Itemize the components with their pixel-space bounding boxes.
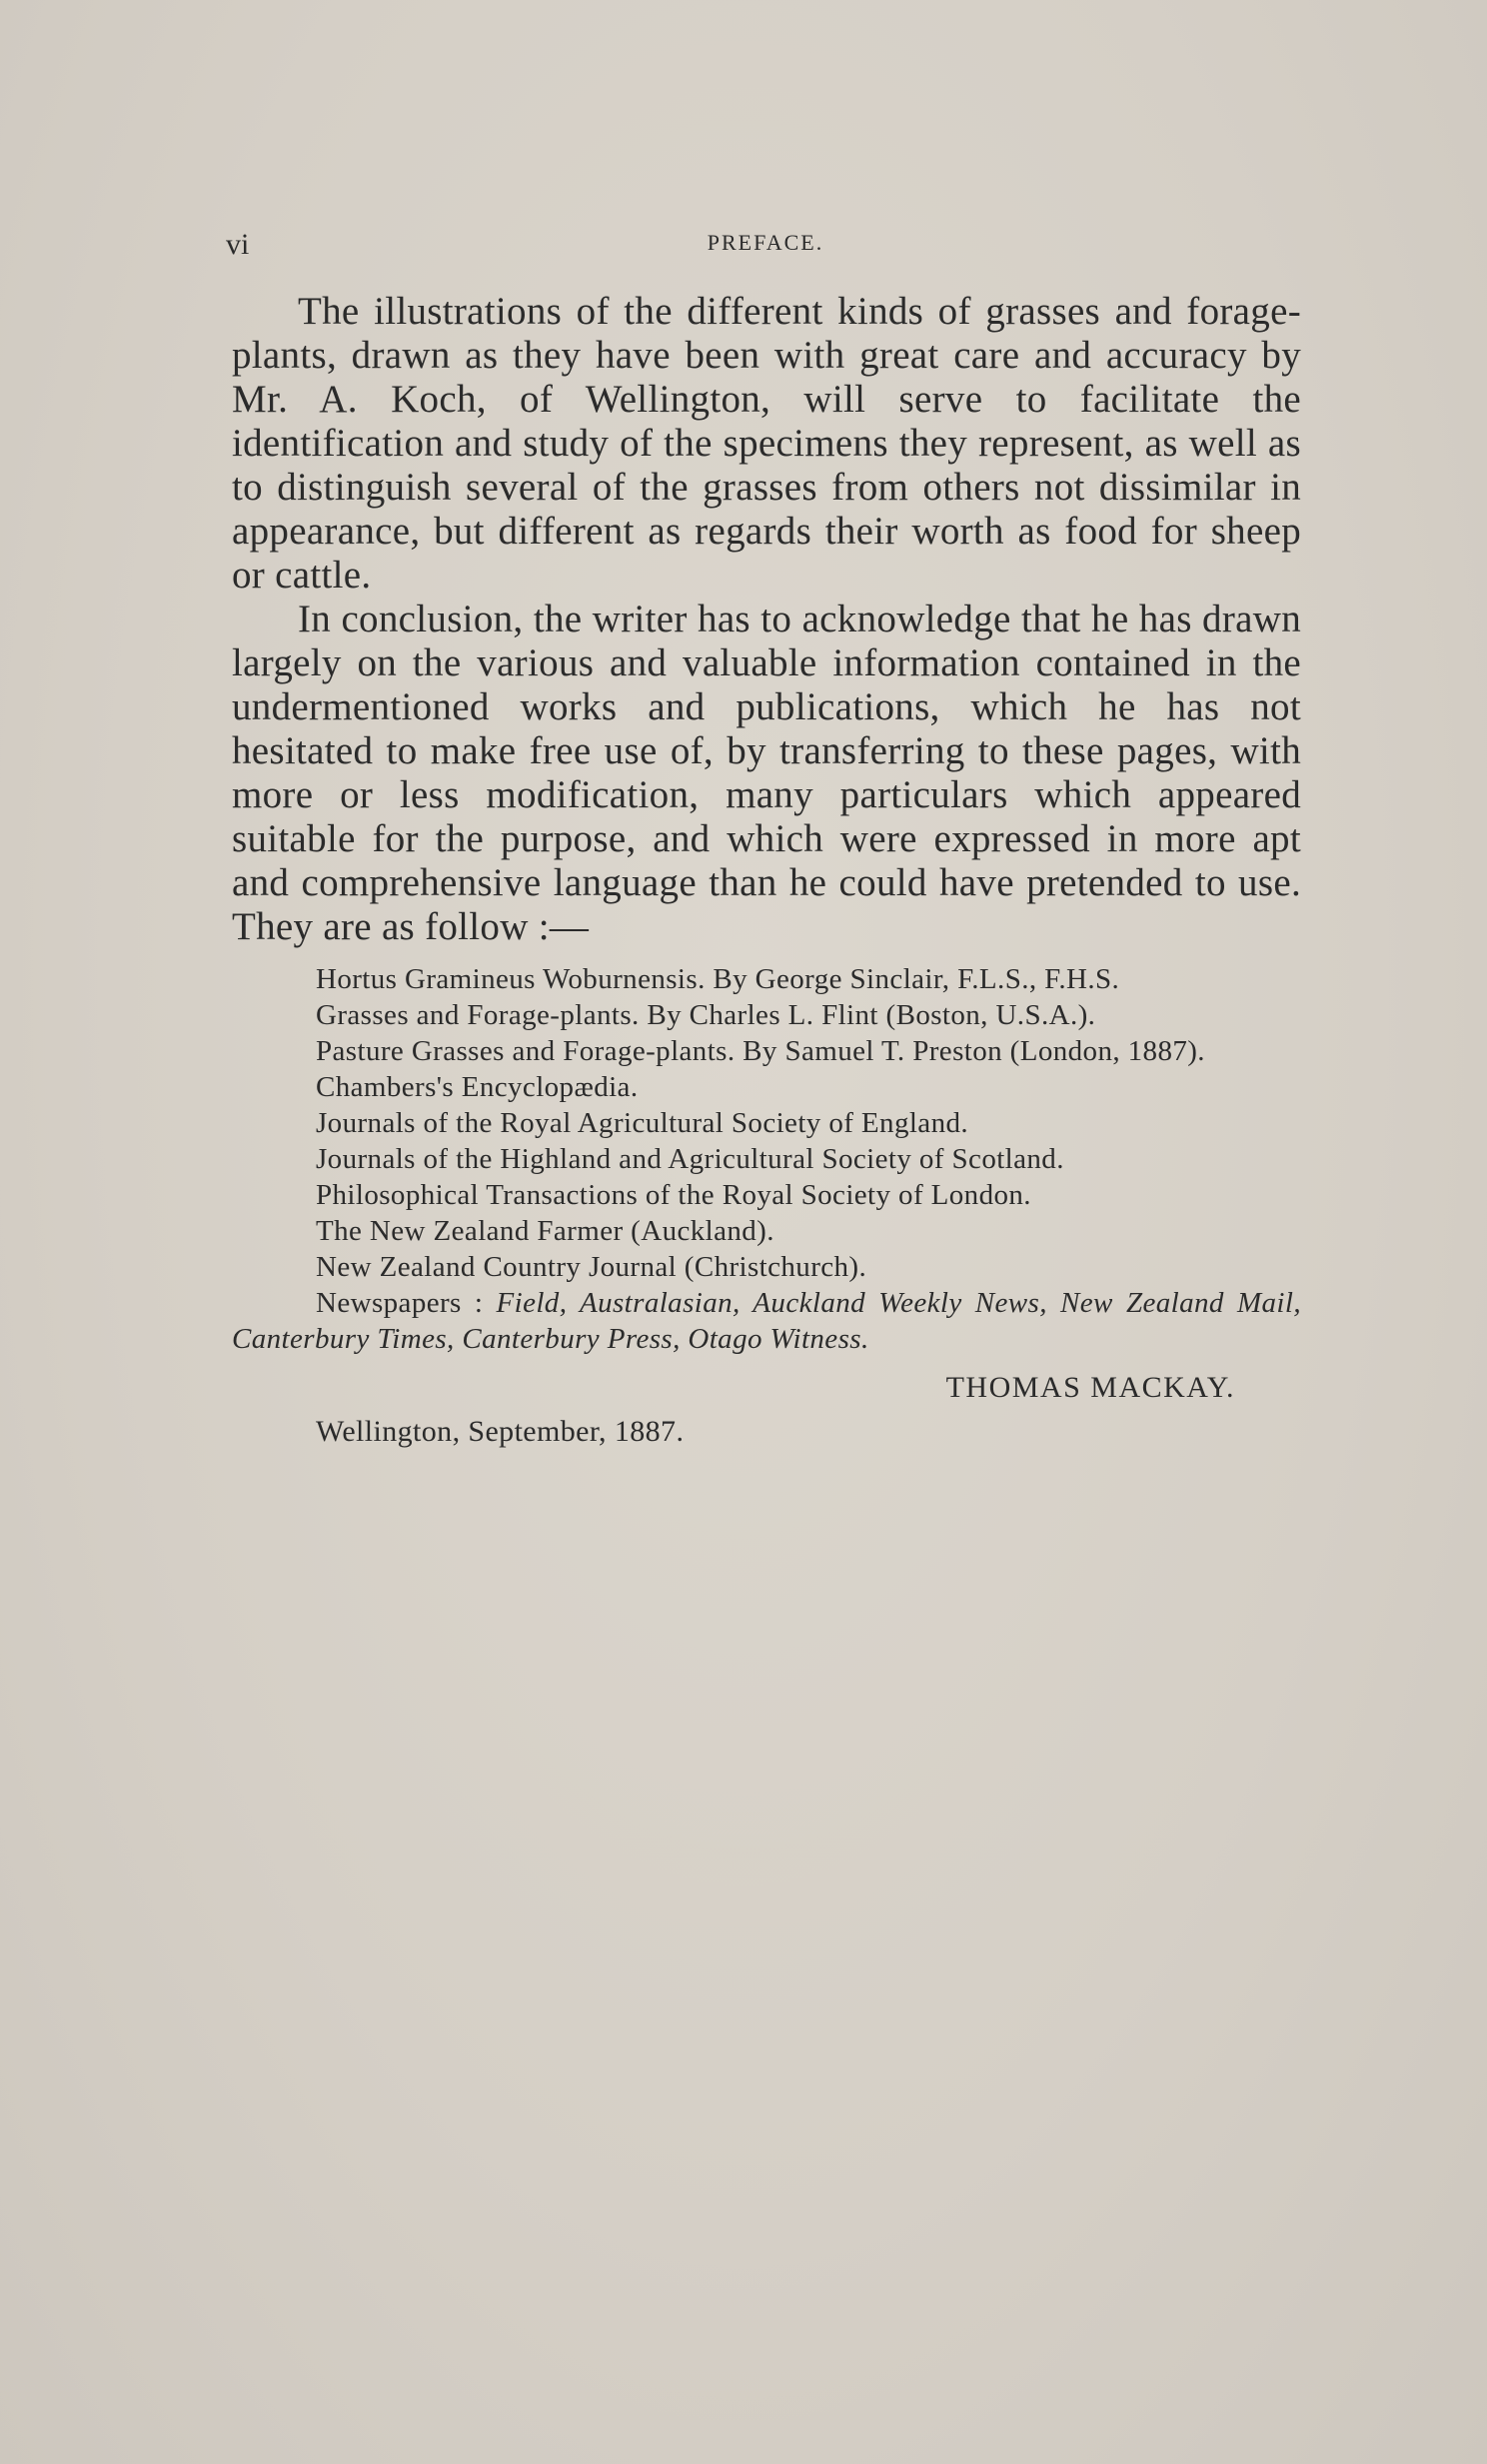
author-signature: THOMAS MACKAY. — [945, 1371, 1235, 1404]
reference-item: Philosophical Transactions of the Royal Society of London. — [316, 1179, 1031, 1211]
reference-item: Journals of the Royal Agricultural Society of England. — [316, 1107, 969, 1139]
reference-item: New Zealand Country Journal (Christchurch). — [316, 1251, 867, 1283]
dateline: Wellington, September, 1887. — [316, 1415, 685, 1448]
reference-item: Pasture Grasses and Forage-plants. By Samuel T. Preston (London, 1887). — [316, 1035, 1205, 1067]
reference-item: Chambers's Encyclopædia. — [316, 1071, 639, 1103]
reference-list — [232, 961, 1301, 1357]
body-text — [232, 290, 1301, 1449]
reference-newspapers — [232, 1285, 1301, 1357]
page-number: vi — [226, 228, 250, 261]
reference-item: Hortus Gramineus Woburnensis. By George Sinclair, F.L.S., F.H.S. — [316, 963, 1120, 995]
paragraph-illustrations: The illustrations of the different kinds of grasses and forage-plants, drawn as they have been with great care and accuracy by Mr. A. Koch, of Wellington, will serve to facilitate the identification and study of the specimens they represent, as well as to distinguish several of the grasses from others not dissimilar in appearance, but different as regards their worth as food for sheep or cattle. — [232, 290, 1301, 597]
reference-item: The New Zealand Farmer (Auckland). — [316, 1215, 774, 1247]
reference-item: Grasses and Forage-plants. By Charles L. Flint (Boston, U.S.A.). — [316, 999, 1096, 1031]
newspapers-titles: Field, Australasian, Auckland Weekly News, New Zealand Mail, Canterbury Times, Canterbury Press, Otago Witness. — [232, 1287, 1301, 1355]
newspapers-lead: Newspapers : — [316, 1287, 497, 1319]
running-head: PREFACE. — [707, 230, 824, 255]
reference-item: Journals of the Highland and Agricultural Society of Scotland. — [316, 1143, 1064, 1175]
paragraph-conclusion: In conclusion, the writer has to acknowledge that he has drawn largely on the various and valuable information contained in the undermentioned works and publications, which he has not hesitated to make free use of, by transferring to these pages, with more or less modification, many particulars which appeared suitable for the purpose, and which were expressed in more apt and comprehensive language than he could have pretended to use. They are as follow :— — [232, 598, 1301, 948]
page-header — [226, 228, 1305, 268]
